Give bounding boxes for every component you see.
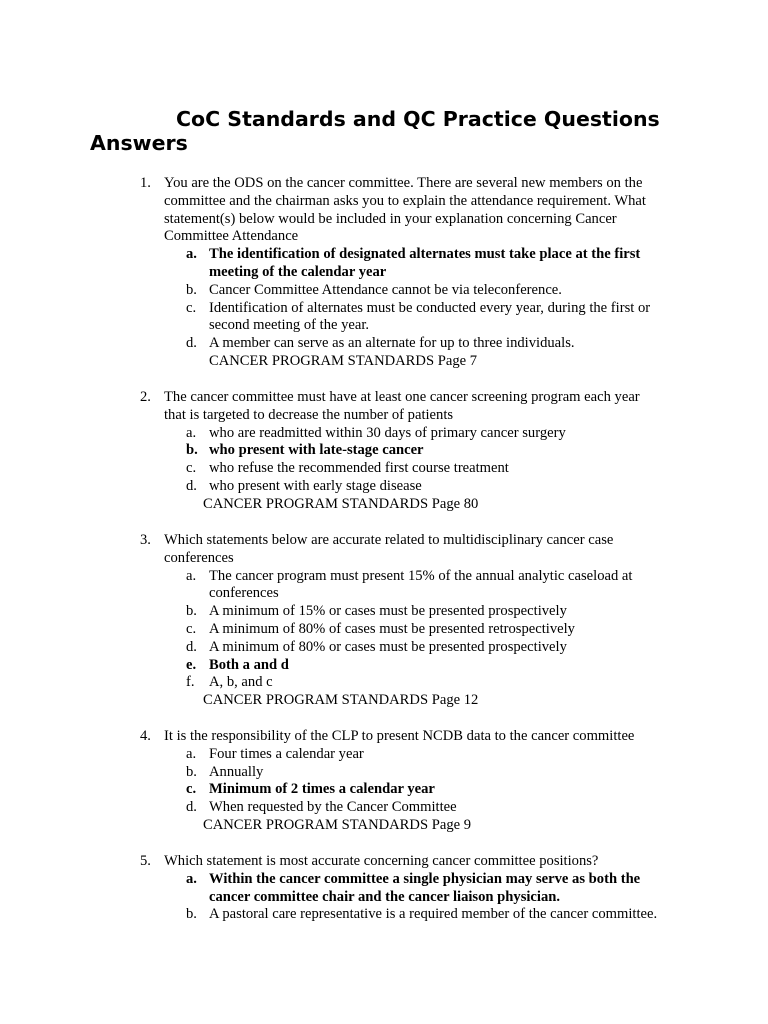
question-stem [0, 175, 768, 246]
answer-option [0, 568, 768, 604]
option-letter: c. [186, 781, 197, 798]
option-text: Four times a calendar year [209, 745, 364, 762]
answer-option [0, 603, 768, 621]
question-number: 2. [140, 389, 151, 405]
question-stem [0, 389, 768, 425]
answer-option [0, 442, 768, 460]
answer-option [0, 300, 768, 336]
standards-reference: CANCER PROGRAM STANDARDS Page 80 [203, 495, 479, 512]
question-4 [0, 728, 768, 835]
page-subtitle: Answers [90, 131, 188, 155]
option-letter: d. [186, 335, 197, 352]
question-number: 5. [140, 853, 151, 869]
question-number: 1. [140, 175, 151, 191]
option-letter: d. [186, 477, 197, 494]
option-text: When requested by the Cancer Committee [209, 799, 457, 816]
option-text: Identification of alternates must be conducted every year, during the first or second meeting of the year. [209, 299, 651, 334]
option-letter: a. [186, 246, 197, 263]
answer-option [0, 674, 768, 692]
option-text: A minimum of 80% of cases must be presented retrospectively [209, 620, 575, 637]
option-letter: b. [186, 603, 197, 620]
option-text: A pastoral care representative is a required member of the cancer committee. [209, 906, 658, 923]
option-letter: e. [186, 656, 197, 673]
answer-option [0, 764, 768, 782]
option-letter: f. [186, 674, 195, 691]
question-number: 4. [140, 728, 151, 744]
option-letter: b. [186, 763, 197, 780]
question-1 [0, 175, 768, 371]
option-text: who refuse the recommended first course treatment [209, 460, 509, 477]
option-letter: c. [186, 460, 197, 477]
question-number: 3. [140, 532, 151, 548]
option-text: A minimum of 80% or cases must be presented prospectively [209, 638, 567, 655]
answer-option [0, 657, 768, 675]
answer-option [0, 335, 768, 353]
answer-option [0, 781, 768, 799]
answer-option [0, 906, 768, 924]
answer-option [0, 621, 768, 639]
option-letter: a. [186, 745, 197, 762]
option-text: A, b, and c [209, 674, 273, 691]
question-stem [0, 853, 768, 871]
page-title: CoC Standards and QC Practice Questions [176, 107, 660, 131]
answer-option [0, 246, 768, 282]
question-text: Which statement is most accurate concerning cancer committee positions? [164, 853, 599, 869]
option-text: who present with early stage disease [209, 477, 422, 494]
answer-option [0, 871, 768, 907]
option-text: Within the cancer committee a single physician may serve as both the cancer committee chair and the cancer liaison physician. [209, 870, 641, 905]
standards-reference: CANCER PROGRAM STANDARDS Page 12 [203, 692, 479, 709]
option-text: A member can serve as an alternate for up to three individuals. [209, 335, 575, 352]
option-text: who present with late-stage cancer [209, 442, 424, 459]
option-letter: d. [186, 799, 197, 816]
answer-option [0, 460, 768, 478]
question-5 [0, 853, 768, 924]
standards-reference: CANCER PROGRAM STANDARDS Page 7 [209, 352, 478, 369]
answer-option [0, 639, 768, 657]
option-text: Both a and d [209, 656, 289, 673]
question-text: It is the responsibility of the CLP to present NCDB data to the cancer committee [164, 728, 635, 744]
option-letter: a. [186, 870, 197, 887]
option-letter: b. [186, 906, 197, 923]
question-text: The cancer committee must have at least one cancer screening program each year that is targeted to decrease the number of patients [164, 389, 640, 423]
option-letter: c. [186, 620, 197, 637]
question-text: You are the ODS on the cancer committee. There are several new members on the committee and the chairman asks you to explain the attendance requirement. What statement(s) below would be included in your explanation concerning Cancer Committee Attendance [164, 175, 646, 245]
option-letter: c. [186, 299, 197, 316]
question-stem [0, 532, 768, 568]
option-letter: a. [186, 567, 197, 584]
option-letter: b. [186, 442, 198, 459]
question-stem [0, 728, 768, 746]
option-text: Cancer Committee Attendance cannot be via teleconference. [209, 281, 562, 298]
option-text: The identification of designated alternates must take place at the first meeting of the calendar year [209, 246, 641, 280]
question-3 [0, 532, 768, 710]
option-letter: b. [186, 281, 197, 298]
option-letter: d. [186, 638, 197, 655]
option-text: The cancer program must present 15% of the annual analytic caseload at conferences [209, 567, 633, 602]
option-text: Annually [209, 763, 264, 780]
option-text: Minimum of 2 times a calendar year [209, 781, 435, 798]
question-text: Which statements below are accurate related to multidisciplinary cancer case conferences [164, 532, 614, 566]
question-2 [0, 389, 768, 514]
option-letter: a. [186, 424, 197, 441]
answer-option [0, 425, 768, 443]
standards-reference: CANCER PROGRAM STANDARDS Page 9 [203, 816, 472, 833]
answer-option [0, 282, 768, 300]
option-text: A minimum of 15% or cases must be presented prospectively [209, 603, 567, 620]
answer-option [0, 478, 768, 496]
option-text: who are readmitted within 30 days of primary cancer surgery [209, 424, 566, 441]
answer-option [0, 799, 768, 817]
answer-option [0, 746, 768, 764]
